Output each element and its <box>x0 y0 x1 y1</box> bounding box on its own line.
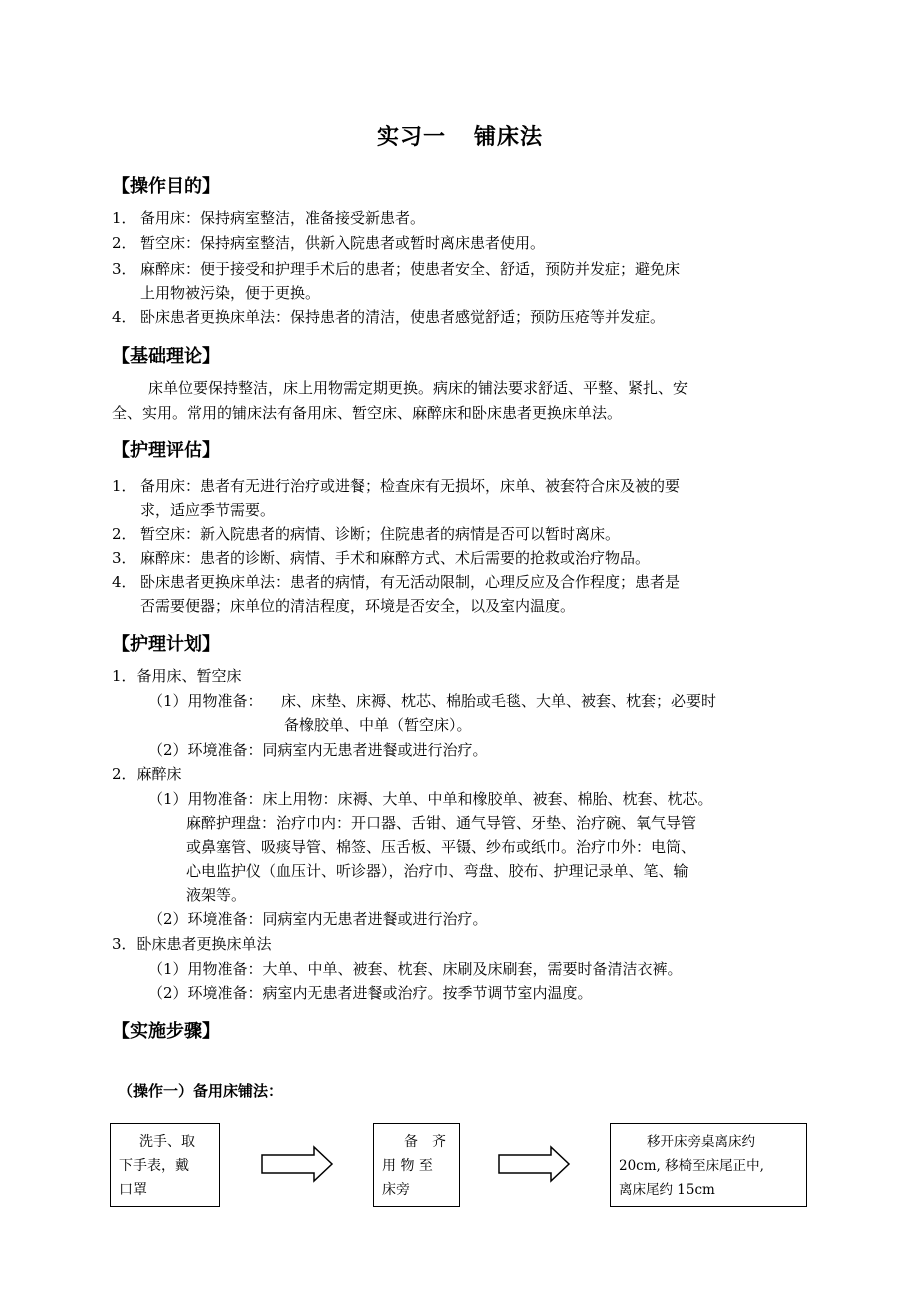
plan-group2-supplies-line2: 麻醉护理盘：治疗巾内：开口器、舌钳、通气导管、牙垫、治疗碗、氧气导管 <box>186 814 697 832</box>
purpose-num-1: 1． <box>112 209 137 227</box>
plan-group2-title: 2．麻醉床 <box>112 765 182 783</box>
purpose-num-2: 2． <box>112 234 137 252</box>
purpose-item-3-line2: 上用物被污染，便于更换。 <box>140 284 321 302</box>
purpose-item-4: 卧床患者更换床单法：保持患者的清洁，使患者感觉舒适；预防压疮等并发症。 <box>140 308 666 326</box>
purpose-num-4: 4． <box>112 308 137 326</box>
heading-plan: 【护理计划】 <box>112 634 220 655</box>
purpose-item-1: 备用床：保持病室整洁，准备接受新患者。 <box>140 209 426 227</box>
theory-line2: 全、实用。常用的铺床法有备用床、暂空床、麻醉床和卧床患者更换床单法。 <box>112 404 623 422</box>
purpose-item-2: 暂空床：保持病室整洁，供新入院患者或暂时离床患者使用。 <box>140 234 546 252</box>
flow-step-1-line3: 口罩 <box>119 1182 147 1198</box>
plan-group1-supplies-line2: 备橡胶单、中单（暂空床）。 <box>284 716 472 734</box>
flow-step-3-line3: 离床尾约 15cm <box>619 1182 715 1198</box>
flow-step-3-line2: 20cm, 移椅至床尾正中, <box>619 1158 764 1174</box>
operation-1-title: （操作一）备用床铺法： <box>118 1082 284 1100</box>
assess-item-2: 暂空床：新入院患者的病情、诊断；住院患者的病情是否可以暂时离床。 <box>140 525 621 543</box>
assess-item-3: 麻醉床：患者的诊断、病情、手术和麻醉方式、术后需要的抢救或治疗物品。 <box>140 549 651 567</box>
plan-group3-supplies: （1）用物准备：大单、中单、被套、枕套、床刷及床刷套，需要时备清洁衣裤。 <box>148 960 683 978</box>
assess-item-4-line1: 卧床患者更换床单法：患者的病情，有无活动限制，心理反应及合作程度；患者是 <box>140 573 681 591</box>
flow-step-2-line1: 备 齐 <box>404 1134 446 1150</box>
flow-step-3-line1: 移开床旁桌离床约 <box>647 1134 755 1150</box>
assess-num-4: 4． <box>112 573 137 591</box>
assess-item-1-line1: 备用床：患者有无进行治疗或进餐；检查床有无损坏，床单、被套符合床及被的要 <box>140 477 681 495</box>
plan-group3-title: 3．卧床患者更换床单法 <box>112 935 272 953</box>
plan-group3-environment: （2）环境准备：病室内无患者进餐或治疗。按季节调节室内温度。 <box>148 984 593 1002</box>
title-part2: 铺床法 <box>474 125 544 150</box>
plan-group2-supplies-line4: 心电监护仪（血压计、听诊器），治疗巾、弯盘、胶布、护理记录单、笔、输 <box>186 862 689 880</box>
flow-step-1-line1: 洗手、取 <box>139 1134 195 1150</box>
plan-group1-supplies-label: （1）用物准备： <box>148 692 263 710</box>
title-part1: 实习一 <box>376 125 446 150</box>
right-arrow-icon <box>258 1144 336 1184</box>
right-arrow-icon <box>495 1144 573 1184</box>
plan-group2-environment: （2）环境准备：同病室内无患者进餐或进行治疗。 <box>148 910 488 928</box>
assess-num-3: 3． <box>112 549 137 567</box>
plan-group2-supplies-line1: （1）用物准备：床上用物：床褥、大单、中单和橡胶单、被套、棉胎、枕套、枕芯。 <box>148 790 713 808</box>
plan-group2-supplies-line3: 或鼻塞管、吸痰导管、棉签、压舌板、平镊、纱布或纸巾。治疗巾外：电筒、 <box>186 838 697 856</box>
heading-assessment: 【护理评估】 <box>112 440 220 461</box>
flow-step-1-line2: 下手表，戴 <box>119 1158 189 1174</box>
plan-group2-supplies-line5: 液架等。 <box>186 886 247 904</box>
plan-group1-supplies-line1: 床、床垫、床褥、枕芯、棉胎或毛毯、大单、被套、枕套；必要时 <box>281 692 717 710</box>
heading-theory: 【基础理论】 <box>112 346 220 367</box>
page-title <box>0 120 920 151</box>
assess-item-1-line2: 求，适应季节需要。 <box>140 501 276 519</box>
flow-step-2-line2: 用 物 至 <box>382 1158 433 1174</box>
flow-step-1 <box>110 1123 220 1207</box>
flow-step-2 <box>373 1123 460 1207</box>
assess-num-2: 2． <box>112 525 137 543</box>
flow-step-2-line3: 床旁 <box>382 1182 410 1198</box>
purpose-num-3: 3． <box>112 260 137 278</box>
assess-item-4-line2: 否需要便器；床单位的清洁程度，环境是否安全，以及室内温度。 <box>140 597 576 615</box>
assess-num-1: 1． <box>112 477 137 495</box>
theory-line1: 床单位要保持整洁，床上用物需定期更换。病床的铺法要求舒适、平整、紧扎、安 <box>148 379 689 397</box>
heading-purpose: 【操作目的】 <box>112 176 220 197</box>
plan-group1-environment: （2）环境准备：同病室内无患者进餐或进行治疗。 <box>148 741 488 759</box>
flow-step-3 <box>610 1123 807 1207</box>
plan-group1-title: 1．备用床、暂空床 <box>112 667 242 685</box>
purpose-item-3-line1: 麻醉床：便于接受和护理手术后的患者；使患者安全、舒适，预防并发症；避免床 <box>140 260 681 278</box>
heading-steps: 【实施步骤】 <box>112 1021 220 1042</box>
